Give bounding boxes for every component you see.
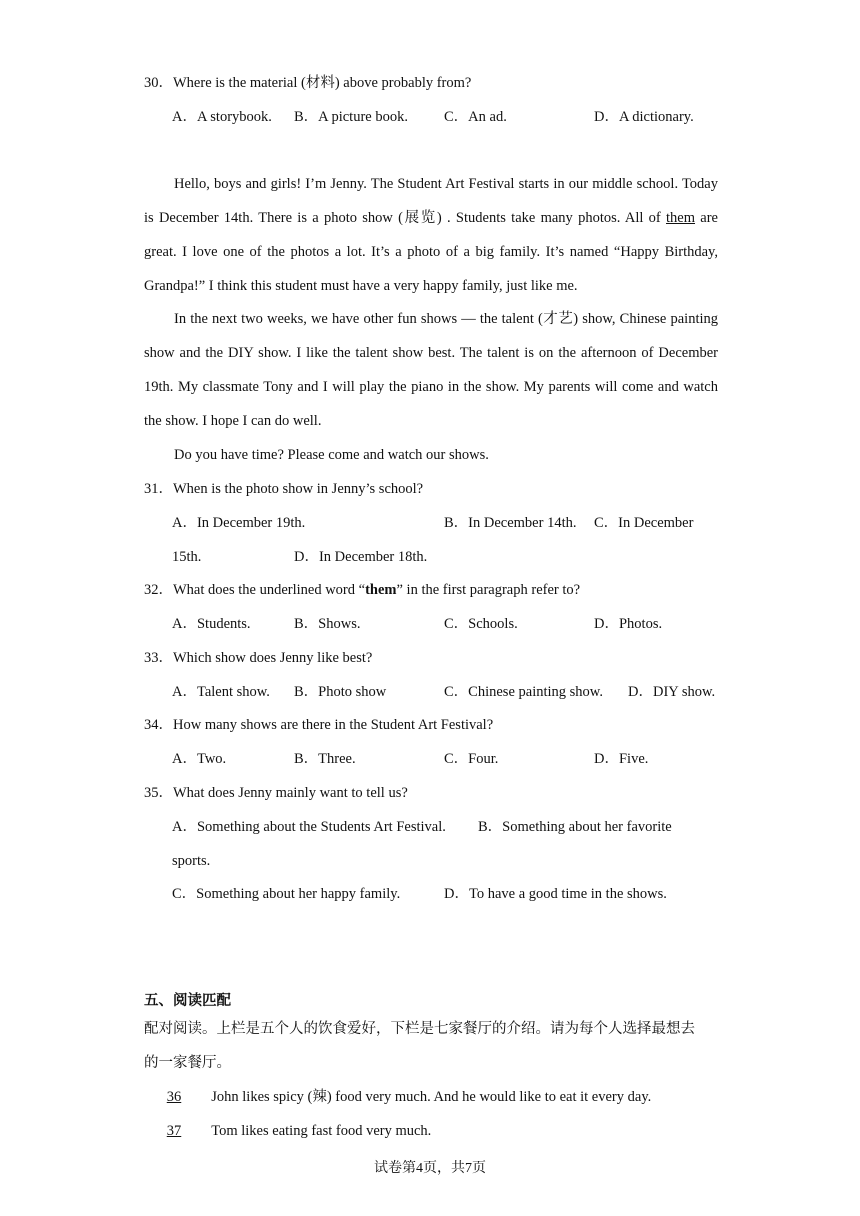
q32-option-b[interactable]: B．Shows. (294, 616, 361, 632)
q35-option-c[interactable]: C．Something about her happy family. (172, 886, 401, 902)
passage-paragraph-1 (144, 167, 718, 303)
question-32-stem (144, 583, 580, 598)
q33-option-c[interactable]: C．Chinese painting show. (444, 684, 603, 700)
q34-option-c[interactable]: C．Four. (444, 751, 499, 767)
question-30-stem: 30．Where is the material (材料) above probably from? (144, 75, 472, 91)
passage-paragraph-3: Do you have time? Please come and watch our shows. (174, 447, 489, 463)
q31-option-c[interactable]: C．In December (594, 515, 694, 531)
q32-option-c[interactable]: C．Schools. (444, 616, 518, 632)
q34-option-b[interactable]: B．Three. (294, 751, 356, 767)
q30-option-b[interactable]: B．A picture book. (294, 109, 408, 125)
q31-option-b[interactable]: B．In December 14th. (444, 515, 577, 531)
q31-option-d[interactable]: D．In December 18th. (294, 549, 428, 565)
q30-option-c[interactable]: C．An ad. (444, 109, 507, 125)
q33-option-a[interactable]: A．Talent show. (172, 684, 270, 700)
page-footer: 试卷第4页，共7页 (374, 1161, 486, 1176)
q33-option-b[interactable]: B．Photo show (294, 684, 387, 700)
passage-p1-text-a: Hello, boys and girls! I’m Jenny. The Student Art Festival starts in our middle school. Today is December 14th. There is a photo show (展览) . Students take many photos. All of (144, 176, 718, 226)
q32-stem-bold-word: them (365, 582, 397, 598)
passage-p1-text-b: are great. I love one of the photos a lot. It’s a photo of a big family. It’s named “Happy Birthday, Grandpa!” I think this student must have a very happy family, just like me. (144, 210, 718, 294)
q32-stem-a: 32．What does the underlined word “ (144, 582, 366, 598)
q31-option-c-continued: 15th. (172, 549, 202, 565)
passage-p2-text: In the next two weeks, we have other fun shows — the talent (才艺) show, Chinese painting show and the DIY show. I like the talent show best. The talent is on the afternoon of December 19th. My classmate Tony and I will play the piano in the show. My parents will come and watch the show. I hope I can do well. (144, 311, 718, 429)
matching-item-37 (144, 1124, 431, 1139)
q35-option-a[interactable]: A．Something about the Students Art Festival. (172, 819, 446, 835)
section-5-instructions-line-2: 的一家餐厅。 (144, 1055, 231, 1071)
question-31-stem: 31．When is the photo show in Jenny’s school? (144, 481, 424, 497)
answer-blank-37[interactable]: 37 (166, 1123, 182, 1139)
underlined-word-them: them (666, 210, 696, 226)
q32-stem-b: ” in the first paragraph refer to? (396, 582, 581, 598)
q35-option-b-continued: sports. (172, 853, 211, 869)
section-5-title: 五、阅读匹配 (144, 993, 231, 1009)
q32-option-a[interactable]: A．Students. (172, 616, 251, 632)
q34-option-d[interactable]: D．Five. (594, 751, 649, 767)
q34-option-a[interactable]: A．Two. (172, 751, 227, 767)
q30-option-d[interactable]: D．A dictionary. (594, 109, 694, 125)
section-5-instructions-line-1: 配对阅读。上栏是五个人的饮食爱好，下栏是七家餐厅的介绍。请为每个人选择最想去 (144, 1021, 695, 1037)
answer-blank-36[interactable]: 36 (166, 1089, 182, 1105)
q32-option-d[interactable]: D．Photos. (594, 616, 663, 632)
q33-option-d[interactable]: D．DIY show. (628, 684, 716, 700)
matching-item-37-text: Tom likes eating fast food very much. (211, 1123, 432, 1139)
question-34-stem: 34．How many shows are there in the Student Art Festival? (144, 717, 494, 733)
passage-paragraph-2 (144, 302, 718, 438)
q35-option-b[interactable]: B．Something about her favorite (478, 819, 672, 835)
matching-item-36 (144, 1090, 651, 1105)
question-33-stem: 33．Which show does Jenny like best? (144, 650, 373, 666)
q35-option-d[interactable]: D．To have a good time in the shows. (444, 886, 667, 902)
question-35-stem: 35．What does Jenny mainly want to tell us? (144, 785, 408, 801)
q31-option-a[interactable]: A．In December 19th. (172, 515, 306, 531)
matching-item-36-text: John likes spicy (辣) food very much. And he would like to eat it every day. (211, 1089, 652, 1105)
q30-option-a[interactable]: A．A storybook. (172, 109, 272, 125)
